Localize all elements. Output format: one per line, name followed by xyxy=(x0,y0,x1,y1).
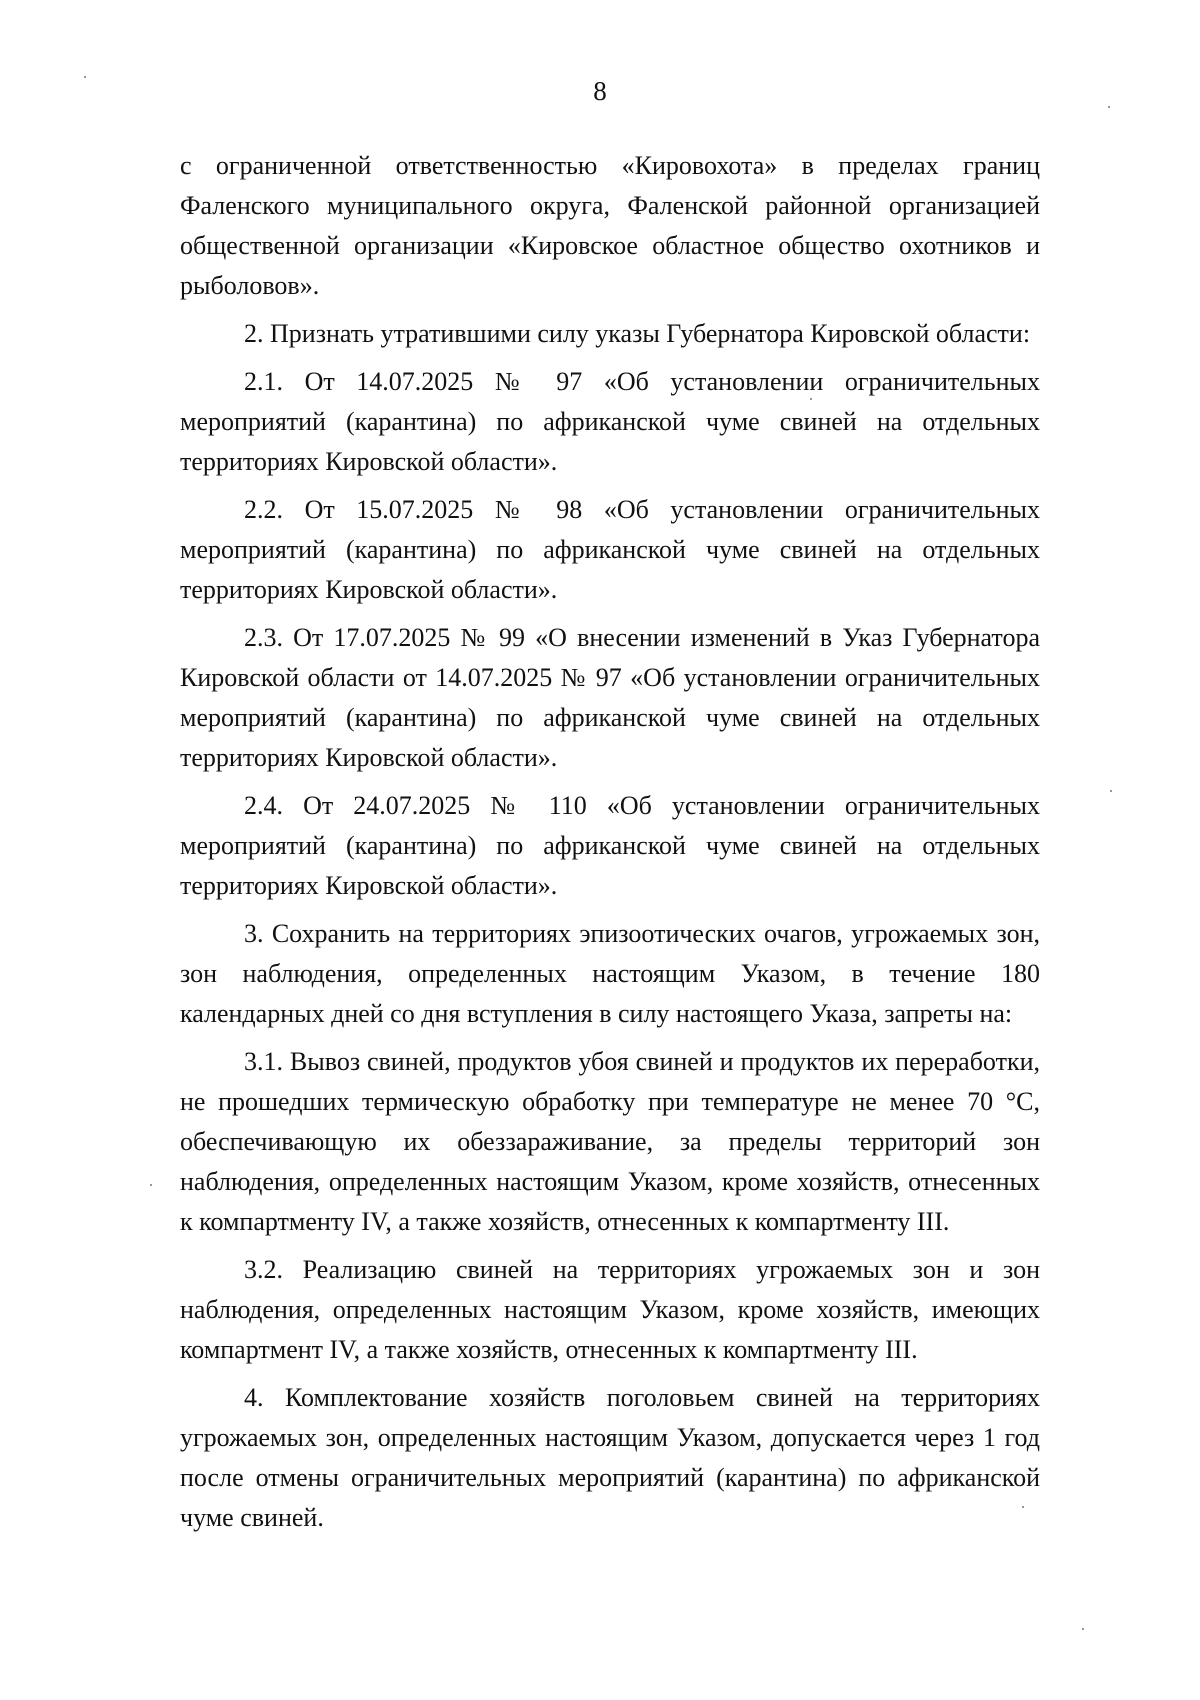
paragraph-item-2-3: 2.3. От 17.07.2025 № 99 «О внесении изменений в Указ Губернатора Кировской области от 14.07.2025 № 97 «Об установлении ограничительных мероприятий (карантина) по африканской чуме свиней на отдельных территориях Кировской области». xyxy=(180,623,1040,772)
paragraph-item-2-2: 2.2. От 15.07.2025 № 98 «Об установлении ограничительных мероприятий (карантина) по африканской чуме свиней на отдельных территориях Кировской области». xyxy=(180,495,1040,604)
scan-speck xyxy=(1108,106,1110,108)
paragraph-item-2: 2. Признать утратившими силу указы Губернатора Кировской области: xyxy=(244,319,1031,348)
scan-speck xyxy=(1110,790,1112,792)
scan-speck xyxy=(150,1184,152,1186)
page-number: 8 xyxy=(593,76,607,106)
document-body xyxy=(180,146,1040,1546)
paragraph-item-2-1: 2.1. От 14.07.2025 № 97 «Об установлении ограничительных мероприятий (карантина) по африканской чуме свиней на отдельных территориях Кировской области». xyxy=(180,367,1040,476)
scan-speck xyxy=(1082,1628,1084,1630)
paragraph-item-3-1: 3.1. Вывоз свиней, продуктов убоя свиней и продуктов их переработки, не прошедших термическую обработку при температуре не менее 70 °С, обеспечивающую их обеззараживание, за пределы территорий зон наблюдения, определенных настоящим Указом, кроме хозяйств, отнесенных к компартменту IV, а также хозяйств, отнесенных к компартменту III. xyxy=(180,1047,1040,1236)
scan-speck xyxy=(84,76,86,78)
paragraph-continuation: с ограниченной ответственностью «Кировохота» в пределах границ Фаленского муниципального округа, Фаленской районной организацией общественной организации «Кировское областное общество охотников и рыболовов». xyxy=(180,151,1040,300)
scan-speck xyxy=(810,398,812,400)
paragraph-item-4: 4. Комплектование хозяйств поголовьем свиней на территориях угрожаемых зон, определенных настоящим Указом, допускается через 1 год после отмены ограничительных мероприятий (карантина) по африканской чуме свиней. xyxy=(180,1383,1040,1532)
paragraph-item-3-2: 3.2. Реализацию свиней на территориях угрожаемых зон и зон наблюдения, определенных настоящим Указом, кроме хозяйств, имеющих компартмент IV, а также хозяйств, отнесенных к компартменту III. xyxy=(180,1255,1040,1364)
paragraph-item-3: 3. Сохранить на территориях эпизоотических очагов, угрожаемых зон, зон наблюдения, определенных настоящим Указом, в течение 180 календарных дней со дня вступления в силу настоящего Указа, запреты на: xyxy=(180,919,1040,1028)
scan-speck xyxy=(1022,1506,1024,1508)
paragraph-item-2-4: 2.4. От 24.07.2025 № 110 «Об установлении ограничительных мероприятий (карантина) по африканской чуме свиней на отдельных территориях Кировской области». xyxy=(180,791,1040,900)
